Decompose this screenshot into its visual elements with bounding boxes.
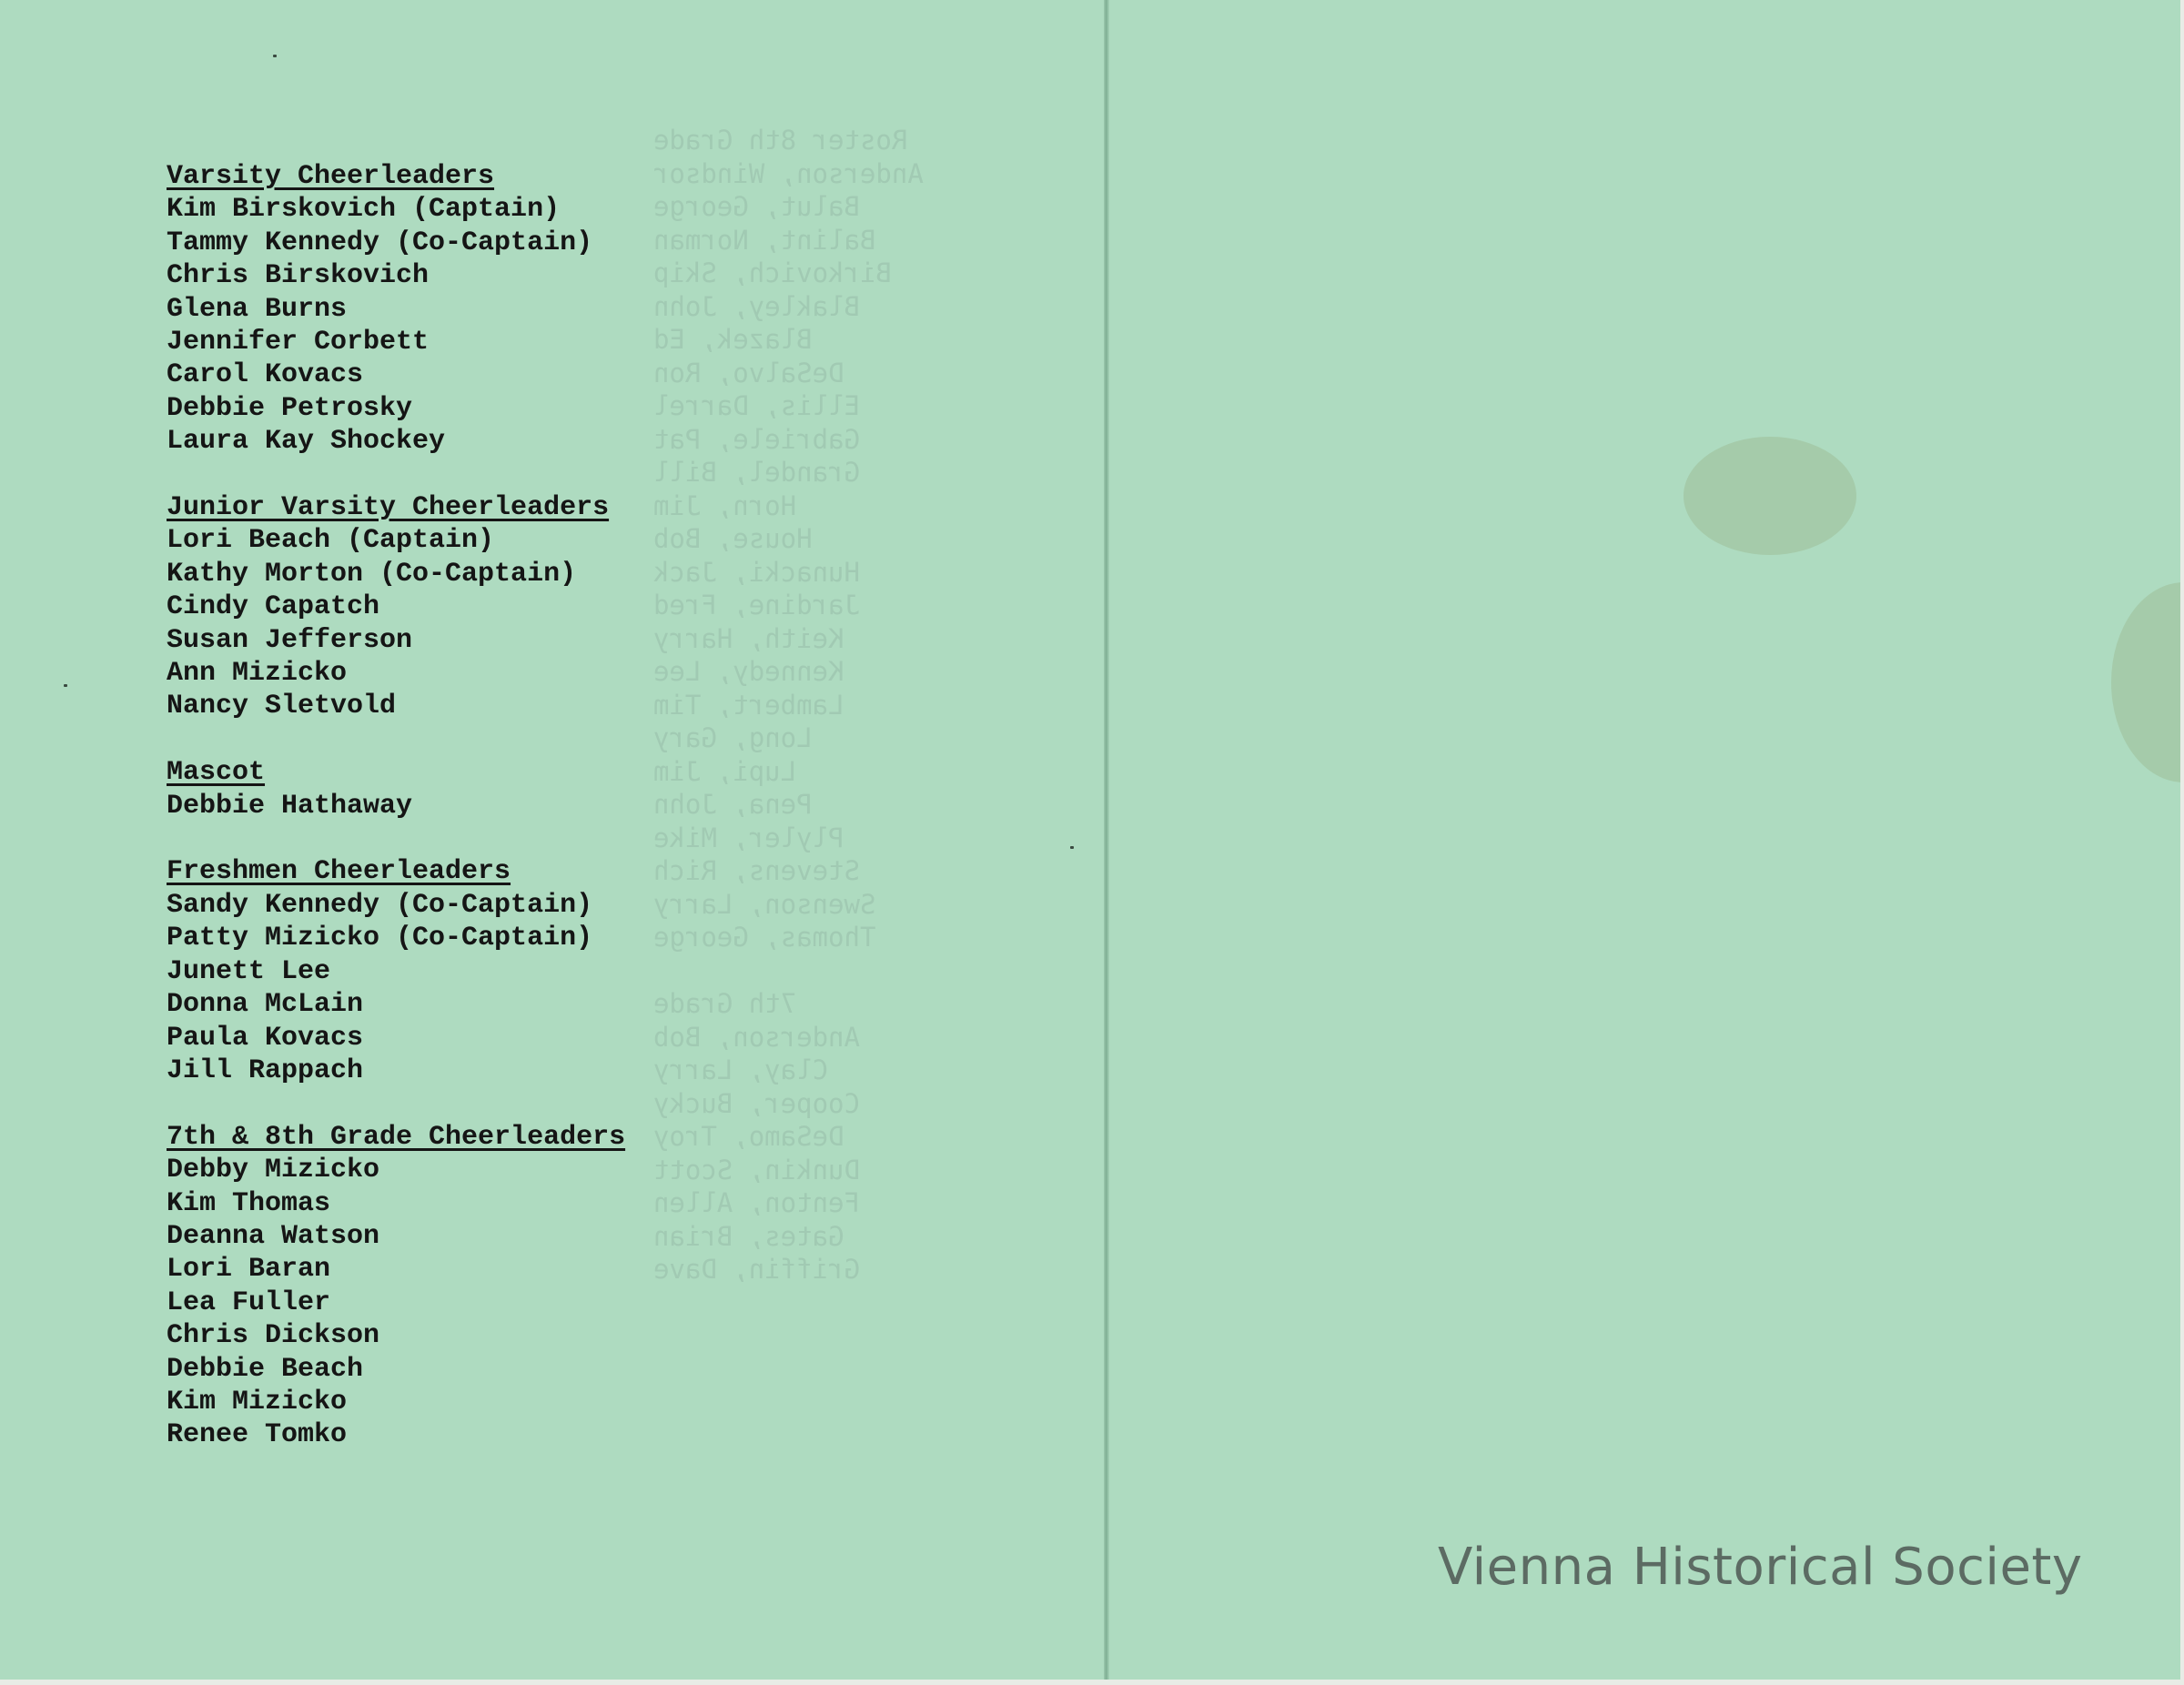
section-heading: 7th & 8th Grade Cheerleaders [167, 1121, 626, 1153]
member-name: Kathy Morton (Co-Captain) [167, 558, 577, 590]
member-name: Lea Fuller [167, 1286, 331, 1318]
member-name: Kim Thomas [167, 1187, 331, 1219]
section-heading: Varsity Cheerleaders [167, 161, 495, 192]
section-heading: Mascot [167, 757, 266, 789]
member-name: Patty Mizicko (Co-Captain) [167, 923, 593, 954]
member-name: Jennifer Corbett [167, 327, 430, 358]
member-name: Paula Kovacs [167, 1022, 364, 1054]
member-name: Tammy Kennedy (Co-Captain) [167, 227, 593, 258]
member-name: Debbie Beach [167, 1353, 364, 1385]
member-name: Chris Birskovich [167, 260, 430, 292]
ink-speck [273, 55, 277, 57]
watermark-text: Vienna Historical Society [1438, 1538, 2083, 1597]
roster-section [167, 756, 731, 822]
member-name: Ann Mizicko [167, 658, 348, 690]
member-name: Susan Jefferson [167, 624, 413, 656]
cheerleader-roster [167, 160, 731, 1485]
show-through-text: Roster 8th Grade Anderson, Windsor Balut, George Balint, Norman Birkovich, Skip Blakley, John Blazek, Ed DeSalvo, Ron Ellis, Darrel Gabriele, Pat Grandel, Bill Horn, Jim House, Bob Hunacki, Jack Jardine, Fred Keith, Harry Kennedy, Lee Lambert, Tim Long, Gary Lupi, Jim Pena, John Plyler, Mike Stevens, Rich Swenson, Larry Thomas, George 7th Grade Anderson, Bob Clay, Larry Cooper, Bucky DeSamo, Troy Dunkin, Scott Fenton, Allen Gates, Brian Griffin, Dave [653, 125, 924, 1285]
member-name: Laura Kay Shockey [167, 426, 446, 458]
member-name: Debbie Petrosky [167, 392, 413, 424]
member-name: Carol Kovacs [167, 359, 364, 391]
member-name: Kim Birskovich (Captain) [167, 194, 561, 226]
member-name: Lori Beach (Captain) [167, 525, 495, 557]
member-name: Nancy Sletvold [167, 691, 397, 722]
member-name: Kim Mizicko [167, 1386, 348, 1418]
member-name: Lori Baran [167, 1254, 331, 1286]
paper-stain [1684, 437, 1856, 555]
roster-section [167, 160, 731, 459]
ink-speck [1070, 846, 1074, 849]
member-name: Sandy Kennedy (Co-Captain) [167, 889, 593, 921]
member-name: Renee Tomko [167, 1419, 348, 1451]
section-heading: Junior Varsity Cheerleaders [167, 492, 610, 524]
section-heading: Freshmen Cheerleaders [167, 856, 511, 888]
paper-stain [2111, 582, 2184, 782]
roster-section [167, 855, 731, 1087]
member-name: Junett Lee [167, 955, 331, 987]
member-name: Debby Mizicko [167, 1155, 380, 1186]
member-name: Chris Dickson [167, 1320, 380, 1352]
member-name: Donna McLain [167, 989, 364, 1021]
roster-section [167, 1121, 731, 1452]
member-name: Jill Rappach [167, 1054, 364, 1086]
member-name: Glena Burns [167, 293, 348, 325]
ink-speck [64, 684, 67, 687]
member-name: Cindy Capatch [167, 591, 380, 623]
member-name: Debbie Hathaway [167, 790, 413, 822]
roster-section [167, 491, 731, 723]
member-name: Deanna Watson [167, 1220, 380, 1252]
center-fold [1104, 0, 1109, 1680]
